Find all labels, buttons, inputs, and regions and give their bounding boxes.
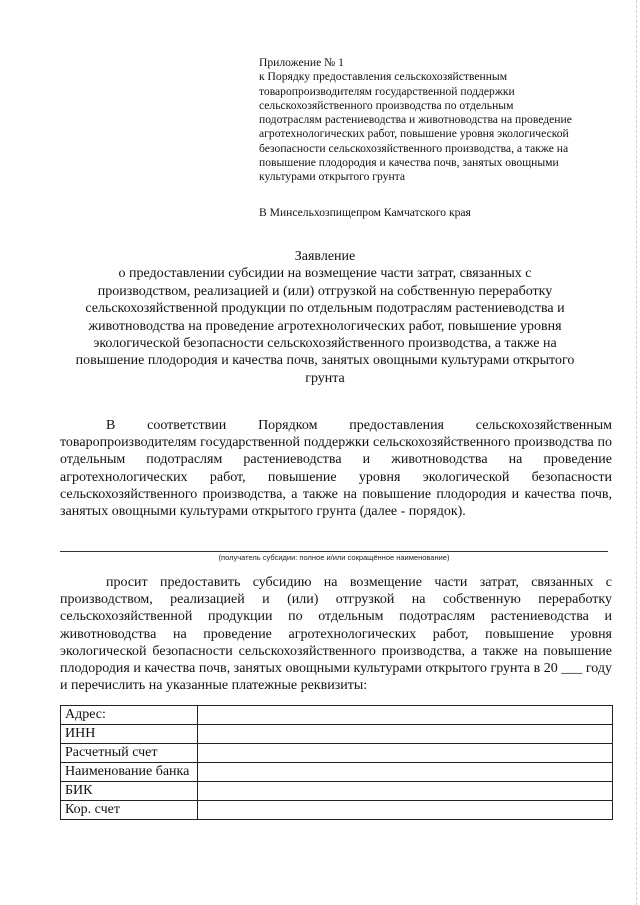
requisites-table (60, 705, 613, 820)
table-row (61, 782, 613, 801)
requisite-label: ИНН (61, 725, 198, 744)
requisite-label: Расчетный счет (61, 744, 198, 763)
addressee: В Минсельхозпищепром Камчатского края (259, 205, 471, 219)
annex-line: подотраслям растениеводства и животноводства на проведение (259, 113, 572, 127)
table-row (61, 706, 613, 725)
annex-line: культурами открытого грунта (259, 170, 406, 184)
annex-line: агротехнологических работ, повышение уровня экологической (259, 127, 569, 141)
requisite-label: Кор. счет (61, 801, 198, 820)
recipient-caption: (получатель субсидии: полное и/или сокращённое наименование) (218, 553, 450, 562)
title-line: экологической безопасности сельскохозяйственного производства, а также на (93, 336, 557, 352)
annex-line: повышение плодородия и качества почв, занятых овощными (259, 156, 559, 170)
title-line: о предоставлении субсидии на возмещение части затрат, связанных с (118, 266, 532, 282)
table-row (61, 744, 613, 763)
title-heading: Заявление (294, 249, 356, 264)
title-line: производством, реализацией и (или) отгрузкой на собственную переработку (97, 283, 553, 299)
table-row (61, 801, 613, 820)
annex-line: безопасности сельскохозяйственного производства, а также на (259, 141, 569, 155)
requisite-value[interactable] (198, 725, 613, 744)
table-row (61, 763, 613, 782)
title-line: животноводства на проведение агротехнологических работ, повышение уровня (88, 318, 562, 334)
document-title (60, 248, 590, 387)
page-edge-line (636, 0, 637, 905)
requisite-label: Адрес: (61, 706, 198, 725)
title-line: грунта (305, 370, 345, 386)
intro-paragraph: В соответствии Порядком предоставления сельскохозяйственным товаропроизводителям государственной поддержки сельскохозяйственного производства по отдельным подотраслям растениеводства и животноводства на проведение агротехнологических работ, повышение уровня экологической безопасности сельскохозяйственного производства, а также на повышение плодородия и качества почв, занятых овощными культурами открытого грунта (далее - порядок). (60, 418, 612, 520)
request-paragraph: просит предоставить субсидию на возмещение части затрат, связанных с производством, реализацией и (или) отгрузкой на собственную переработку сельскохозяйственной продукции по отдельным подотраслям растениеводства и животноводства на проведение агротехнологических работ, повышение уровня экологической безопасности сельскохозяйственного производства, а также на повышение плодородия и качества почв, занятых овощными культурами открытого грунта в 20 ___ году и перечислить на указанные платежные реквизиты: (60, 575, 612, 694)
requisite-label: Наименование банка (61, 763, 198, 782)
requisite-value[interactable] (198, 706, 613, 725)
requisite-label: БИК (61, 782, 198, 801)
annex-line: к Порядку предоставления сельскохозяйственным (259, 70, 508, 84)
title-line: повышение плодородия и качества почв, занятых овощными культурами открытого (75, 353, 575, 369)
requisite-value[interactable] (198, 744, 613, 763)
annex-header (259, 56, 619, 220)
requisite-value[interactable] (198, 801, 613, 820)
annex-number: Приложение № 1 (259, 56, 344, 69)
title-line: сельскохозяйственной продукции по отдельным подотраслям растениеводства и (85, 301, 565, 317)
table-row (61, 725, 613, 744)
recipient-fill-line[interactable] (60, 551, 608, 552)
requisite-value[interactable] (198, 782, 613, 801)
annex-line: сельскохозяйственного производства по отдельным (259, 98, 514, 112)
requisite-value[interactable] (198, 763, 613, 782)
annex-line: товаропроизводителям государственной поддержки (259, 84, 515, 98)
